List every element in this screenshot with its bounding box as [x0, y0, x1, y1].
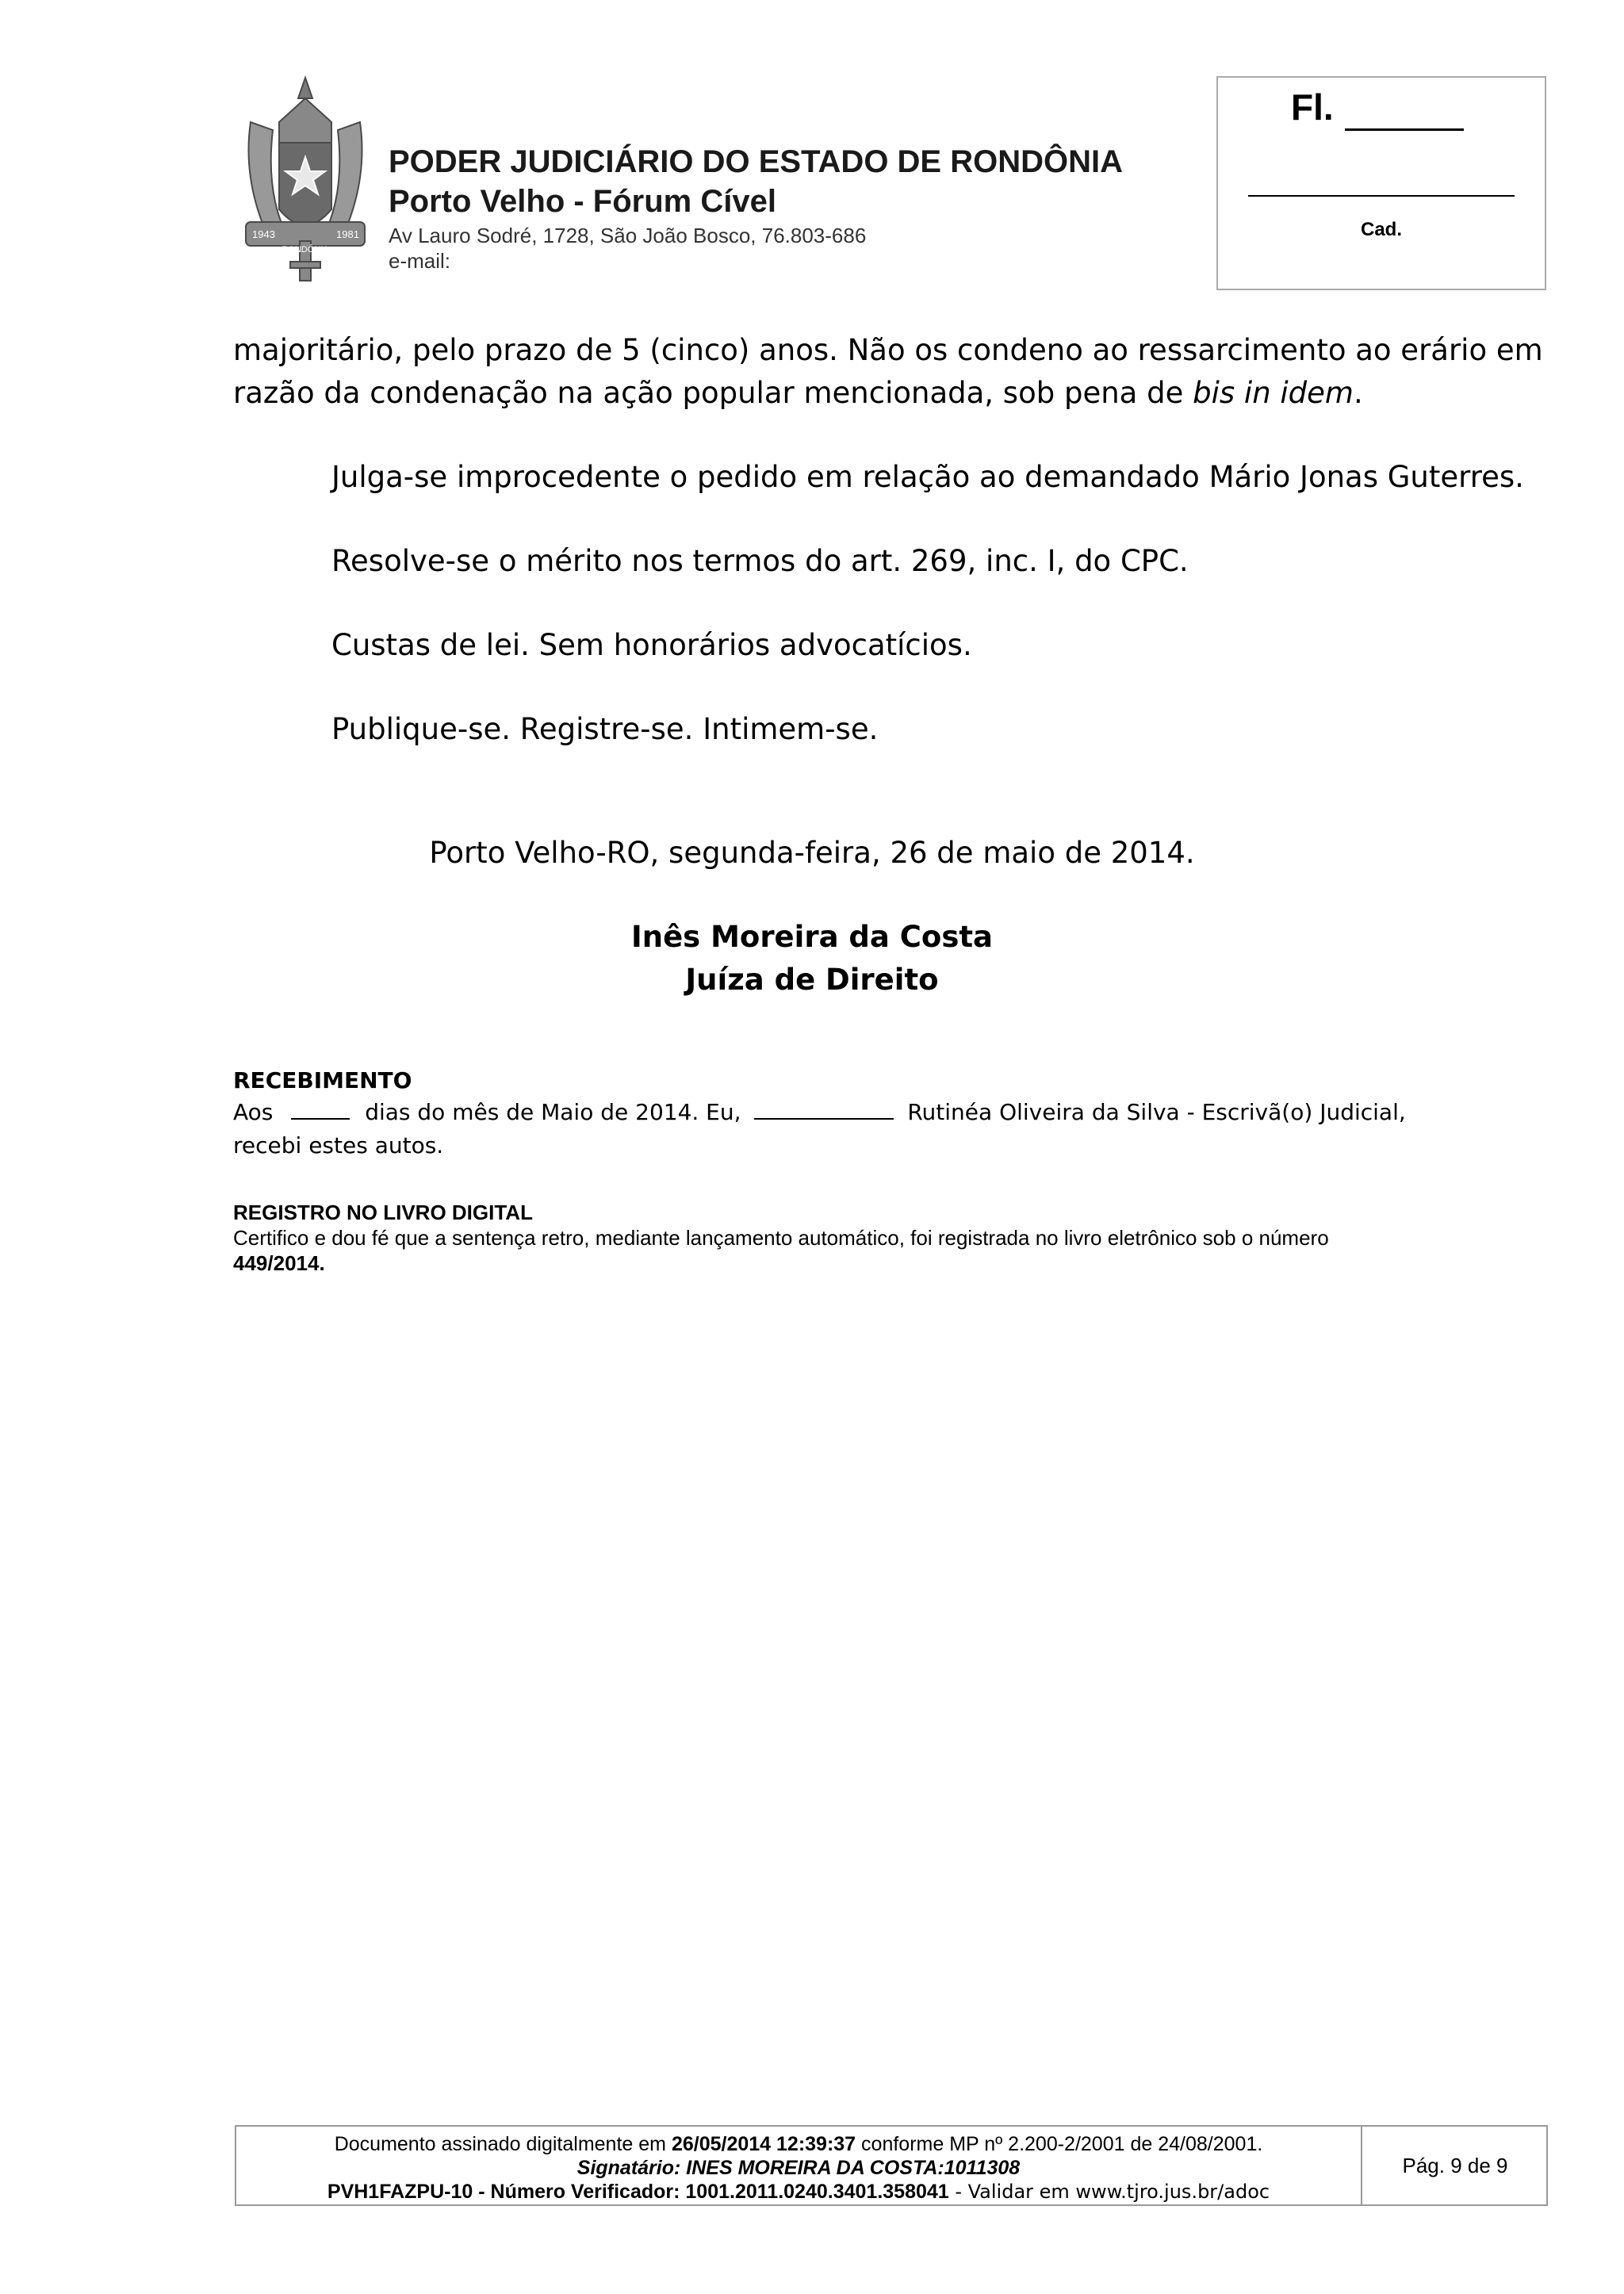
page-number: Pág. 9 de 9 [1402, 2153, 1508, 2177]
latin-term: bis in idem [1193, 376, 1354, 410]
recebimento-line-2: recebi estes autos. [233, 1132, 444, 1158]
signer-role: Juíza de Direito [685, 963, 939, 997]
footer-verifier-number: PVH1FAZPU-10 - Número Verificador: 1001.2011.0240.3401.358041 [327, 2181, 949, 2203]
day-blank [291, 1099, 350, 1120]
recebimento-clerk: Rutinéa Oliveira da Silva - Escrivã(o) Judicial, [907, 1099, 1406, 1125]
registro-text: Certifico e dou fé que a sentença retro, mediante lançamento automático, foi registrada no livro eletrônico sob o número [233, 1226, 1329, 1250]
footer-mp-text: conforme MP nº 2.200-2/2001 de 24/08/2001. [856, 2133, 1263, 2155]
court-title: PODER JUDICIÁRIO DO ESTADO DE RONDÔNIA [389, 144, 1123, 179]
folio-label: Fl. [1291, 86, 1334, 128]
footer-signature-info [236, 2127, 1362, 2204]
cad-label: Cad. [1360, 219, 1402, 240]
registro-number: 449/2014. [233, 1251, 325, 1275]
footer-validate-link[interactable]: - Validar em www.tjro.jus.br/adoc [948, 2181, 1270, 2203]
crest-year-right: 1981 [336, 228, 359, 240]
paragraph-1-text: razão da condenação na ação popular mencionada, sob pena de [233, 376, 1193, 410]
footer-line-1 [236, 2133, 1361, 2156]
court-address: Av Lauro Sodré, 1728, São João Bosco, 76.803-686 [389, 224, 867, 247]
paragraph-1-line-1: majoritário, pelo prazo de 5 (cinco) anos. Não os condeno ao ressarcimento ao erário em [233, 333, 1543, 367]
folio-box [1216, 76, 1546, 290]
crest-banner: RONDÔNIA [282, 245, 329, 255]
paragraph-5: Publique-se. Registre-se. Intimem-se. [331, 712, 879, 746]
paragraph-1-line-2 [233, 376, 1363, 410]
recebimento-text: dias do mês de Maio de 2014. Eu, [365, 1099, 741, 1125]
coat-of-arms-icon [235, 75, 376, 290]
paragraph-4: Custas de lei. Sem honorários advocatícios. [331, 628, 972, 662]
footer-signed-date: 26/05/2014 12:39:37 [671, 2133, 856, 2155]
date-line: Porto Velho-RO, segunda-feira, 26 de maio de 2014. [429, 836, 1195, 870]
footer-signatory: Signatário: INES MOREIRA DA COSTA:1011308 [576, 2157, 1021, 2179]
paragraph-2: Julga-se improcedente o pedido em relação ao demandado Mário Jonas Guterres. [331, 460, 1524, 494]
cad-blank-line [1248, 195, 1515, 197]
paragraph-3: Resolve-se o mérito nos termos do art. 269, inc. I, do CPC. [331, 544, 1189, 578]
recebimento-title: RECEBIMENTO [233, 1067, 412, 1093]
folio-blank-line [1345, 128, 1464, 131]
court-email-label: e-mail: [389, 249, 451, 273]
footer-signed-text: Documento assinado digitalmente em [334, 2133, 672, 2155]
crest-year-left: 1943 [252, 228, 275, 240]
court-subtitle: Porto Velho - Fórum Cível [389, 184, 776, 219]
signature-footer [235, 2125, 1548, 2206]
paragraph-1-end: . [1353, 376, 1363, 410]
signature-blank [754, 1099, 894, 1120]
recebimento-aos: Aos [233, 1099, 274, 1125]
footer-line-3 [236, 2181, 1361, 2204]
signer-name: Inês Moreira da Costa [630, 920, 994, 954]
recebimento-line-1 [233, 1099, 1406, 1125]
registro-title: REGISTRO NO LIVRO DIGITAL [233, 1201, 533, 1224]
